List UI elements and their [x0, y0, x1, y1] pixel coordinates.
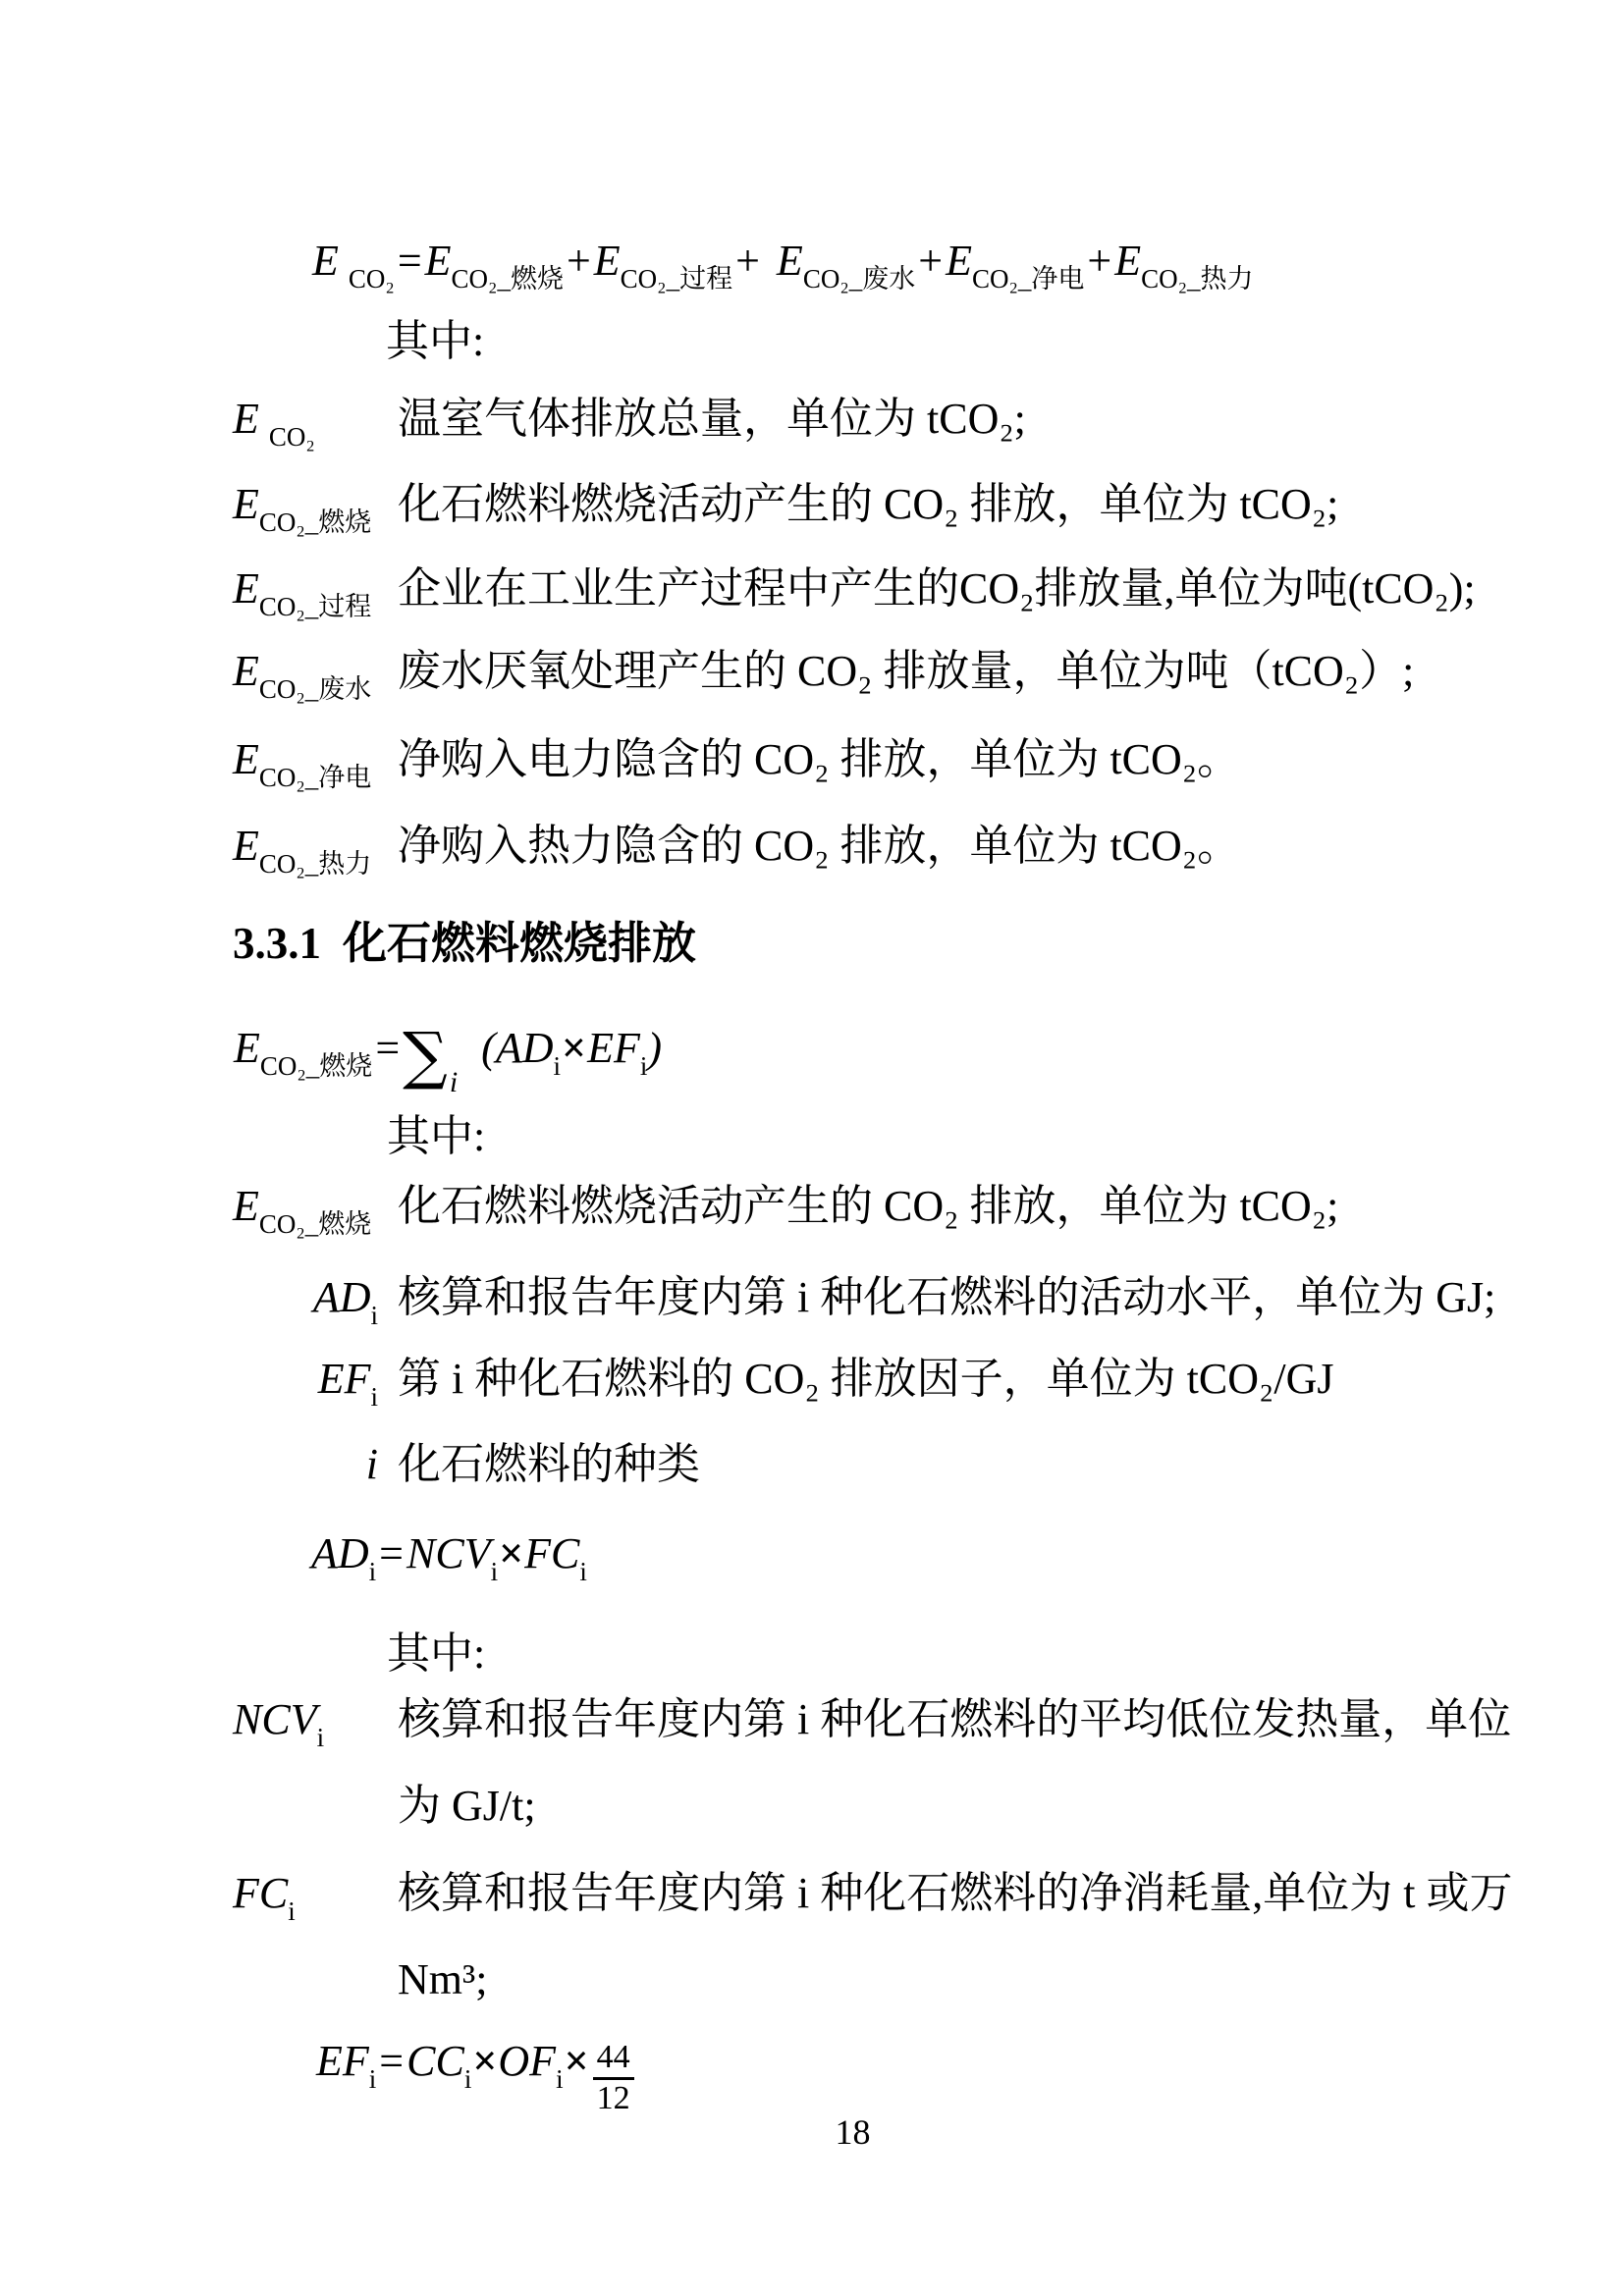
math-term — [776, 237, 916, 294]
multiply-op: × — [499, 1529, 524, 1577]
definition-term — [233, 1850, 398, 2023]
math-sub: CO₂_净电 — [258, 763, 372, 792]
formula-total — [312, 234, 1254, 296]
math-sub: i — [490, 1557, 499, 1586]
math-var: EF — [316, 2037, 369, 2085]
definition-row — [233, 1850, 1512, 2023]
math-term — [424, 237, 564, 294]
definition-text-line: 核算和报告年度内第 i 种化石燃料的净消耗量,单位为 t 或万 — [398, 1869, 1513, 1917]
math-sub: i — [579, 1557, 587, 1586]
definition-text: 化石燃料燃烧活动产生的 CO₂ 排放，单位为 tCO₂; — [398, 1182, 1339, 1230]
math-sub: CO₂_燃烧 — [258, 1209, 372, 1239]
definition-row — [233, 803, 1240, 907]
math-var: AD — [311, 1529, 369, 1577]
definition-text — [398, 1677, 1511, 1849]
math-var: E — [593, 237, 621, 285]
section-number: 3.3.1 — [233, 919, 321, 968]
math-var: E — [1114, 237, 1142, 285]
math-sub: i — [370, 1301, 378, 1330]
math-var: FC — [524, 1529, 580, 1577]
math-paren: ( — [481, 1024, 496, 1072]
math-term — [234, 1024, 373, 1081]
math-var: AD — [495, 1024, 554, 1072]
math-var: NCV — [406, 1529, 491, 1577]
math-term — [316, 2037, 377, 2094]
math-term — [311, 1529, 377, 1586]
multiply-op: × — [562, 1024, 587, 1072]
math-op: + — [566, 237, 591, 285]
definition-text-line: 为 GJ/t; — [398, 1782, 536, 1830]
math-term — [495, 1024, 561, 1081]
formula-combustion — [234, 1021, 662, 1101]
where-label: 其中: — [386, 317, 485, 365]
math-op: = — [397, 237, 422, 285]
math-sub: i — [368, 1557, 377, 1586]
definition-term — [233, 1163, 398, 1267]
multiply-op: × — [472, 2037, 498, 2085]
math-sub: i — [288, 1896, 296, 1926]
math-sub: i — [556, 2064, 564, 2094]
definition-row — [233, 1163, 1338, 1267]
math-var: E — [233, 395, 259, 443]
definition-text: 核算和报告年度内第 i 种化石燃料的活动水平，单位为 GJ; — [398, 1273, 1496, 1321]
math-var: OF — [498, 2037, 557, 2085]
math-op: = — [375, 1024, 401, 1072]
definition-text: 净购入热力隐含的 CO₂ 排放，单位为 tCO₂。 — [398, 822, 1241, 870]
definition-term — [233, 803, 398, 907]
definition-text — [398, 1850, 1512, 2023]
definition-text: 化石燃料燃烧活动产生的 CO₂ 排放，单位为 tCO₂; — [398, 480, 1339, 528]
math-var: EF — [587, 1024, 640, 1072]
math-sub: CO₂_燃烧 — [259, 1051, 373, 1081]
page-number: 18 — [835, 2112, 871, 2152]
definition-text: 温室气体排放总量，单位为 tCO₂; — [398, 395, 1026, 443]
math-var: E — [234, 1024, 260, 1072]
math-sub: i — [463, 2064, 472, 2094]
math-sub: i — [553, 1051, 561, 1081]
math-var: EF — [317, 1355, 371, 1403]
section-heading — [233, 919, 696, 968]
math-op: = — [379, 2037, 405, 2085]
definition-text: 企业在工业生产过程中产生的CO₂排放量,单位为吨(tCO₂); — [398, 564, 1476, 613]
math-var: FC — [233, 1869, 289, 1917]
section-title: 化石燃料燃烧排放 — [343, 919, 697, 968]
definition-text: 废水厌氧处理产生的 CO₂ 排放量，单位为吨（tCO₂）; — [398, 647, 1415, 695]
math-sub: CO₂_燃烧 — [451, 264, 564, 294]
math-sub: i — [316, 1723, 325, 1752]
math-sub: CO₂_热力 — [1141, 264, 1254, 294]
math-var: E — [424, 237, 452, 285]
math-sub: CO₂_废水 — [258, 674, 372, 704]
math-sub: CO₂_过程 — [620, 264, 733, 294]
math-var: E — [776, 237, 803, 285]
sigma-index: i — [449, 1066, 459, 1098]
math-var: E — [233, 735, 259, 783]
math-var: E — [312, 237, 339, 285]
definition-row — [233, 1677, 1511, 1849]
math-sub: CO₂_热力 — [258, 849, 372, 879]
math-sub: CO₂_净电 — [971, 264, 1085, 294]
math-var: AD — [312, 1273, 371, 1321]
math-term — [946, 237, 1085, 294]
math-var: E — [233, 480, 259, 528]
formula-activity — [311, 1526, 587, 1589]
math-term — [593, 237, 733, 294]
math-var: E — [233, 1182, 259, 1230]
definition-text: 第 i 种化石燃料的 CO₂ 排放因子，单位为 tCO₂/GJ — [398, 1355, 1334, 1403]
math-var: CC — [406, 2037, 464, 2085]
math-var: E — [233, 564, 259, 613]
math-op: = — [379, 1529, 404, 1577]
fraction-denominator: 12 — [596, 2080, 630, 2116]
math-sub: CO₂ — [348, 264, 395, 294]
definition-term — [233, 1421, 398, 1525]
definition-row — [233, 1421, 700, 1525]
math-var: E — [233, 822, 259, 870]
math-sub: CO₂_过程 — [258, 592, 372, 621]
math-var: i — [365, 1440, 378, 1488]
math-sub: i — [368, 2064, 377, 2094]
sigma-symbol: ∑ — [403, 1020, 448, 1093]
definition-text-line: Nm³; — [398, 1955, 488, 2003]
math-term — [498, 2037, 564, 2094]
math-op: + — [1087, 237, 1112, 285]
math-paren: ) — [647, 1024, 663, 1072]
definition-term — [233, 1677, 398, 1849]
multiply-op: × — [564, 2037, 589, 2085]
math-term — [1114, 237, 1254, 294]
math-term — [406, 1529, 499, 1586]
math-term — [312, 237, 395, 294]
fraction-numerator: 44 — [593, 2039, 634, 2080]
math-sub: i — [639, 1051, 648, 1081]
math-term — [406, 2037, 472, 2094]
definition-text: 净购入电力隐含的 CO₂ 排放，单位为 tCO₂。 — [398, 735, 1241, 783]
where-label: 其中: — [387, 1112, 486, 1160]
math-term — [524, 1529, 587, 1586]
math-term — [587, 1024, 648, 1081]
math-sub: CO₂_废水 — [802, 264, 916, 294]
math-var: E — [233, 647, 259, 695]
math-var: NCV — [233, 1695, 317, 1743]
formula-emission-factor — [316, 2034, 634, 2117]
math-var: E — [946, 237, 972, 285]
where-label: 其中: — [387, 1629, 486, 1678]
definition-text-line: 核算和报告年度内第 i 种化石燃料的平均低位发热量，单位 — [398, 1695, 1512, 1743]
math-sub: i — [370, 1382, 378, 1412]
fraction — [593, 2039, 634, 2117]
definition-text: 化石燃料的种类 — [398, 1440, 700, 1488]
math-sub: CO₂_燃烧 — [258, 507, 372, 537]
math-sub: CO₂ — [268, 422, 315, 452]
math-op: + — [735, 237, 760, 285]
math-op: + — [918, 237, 944, 285]
